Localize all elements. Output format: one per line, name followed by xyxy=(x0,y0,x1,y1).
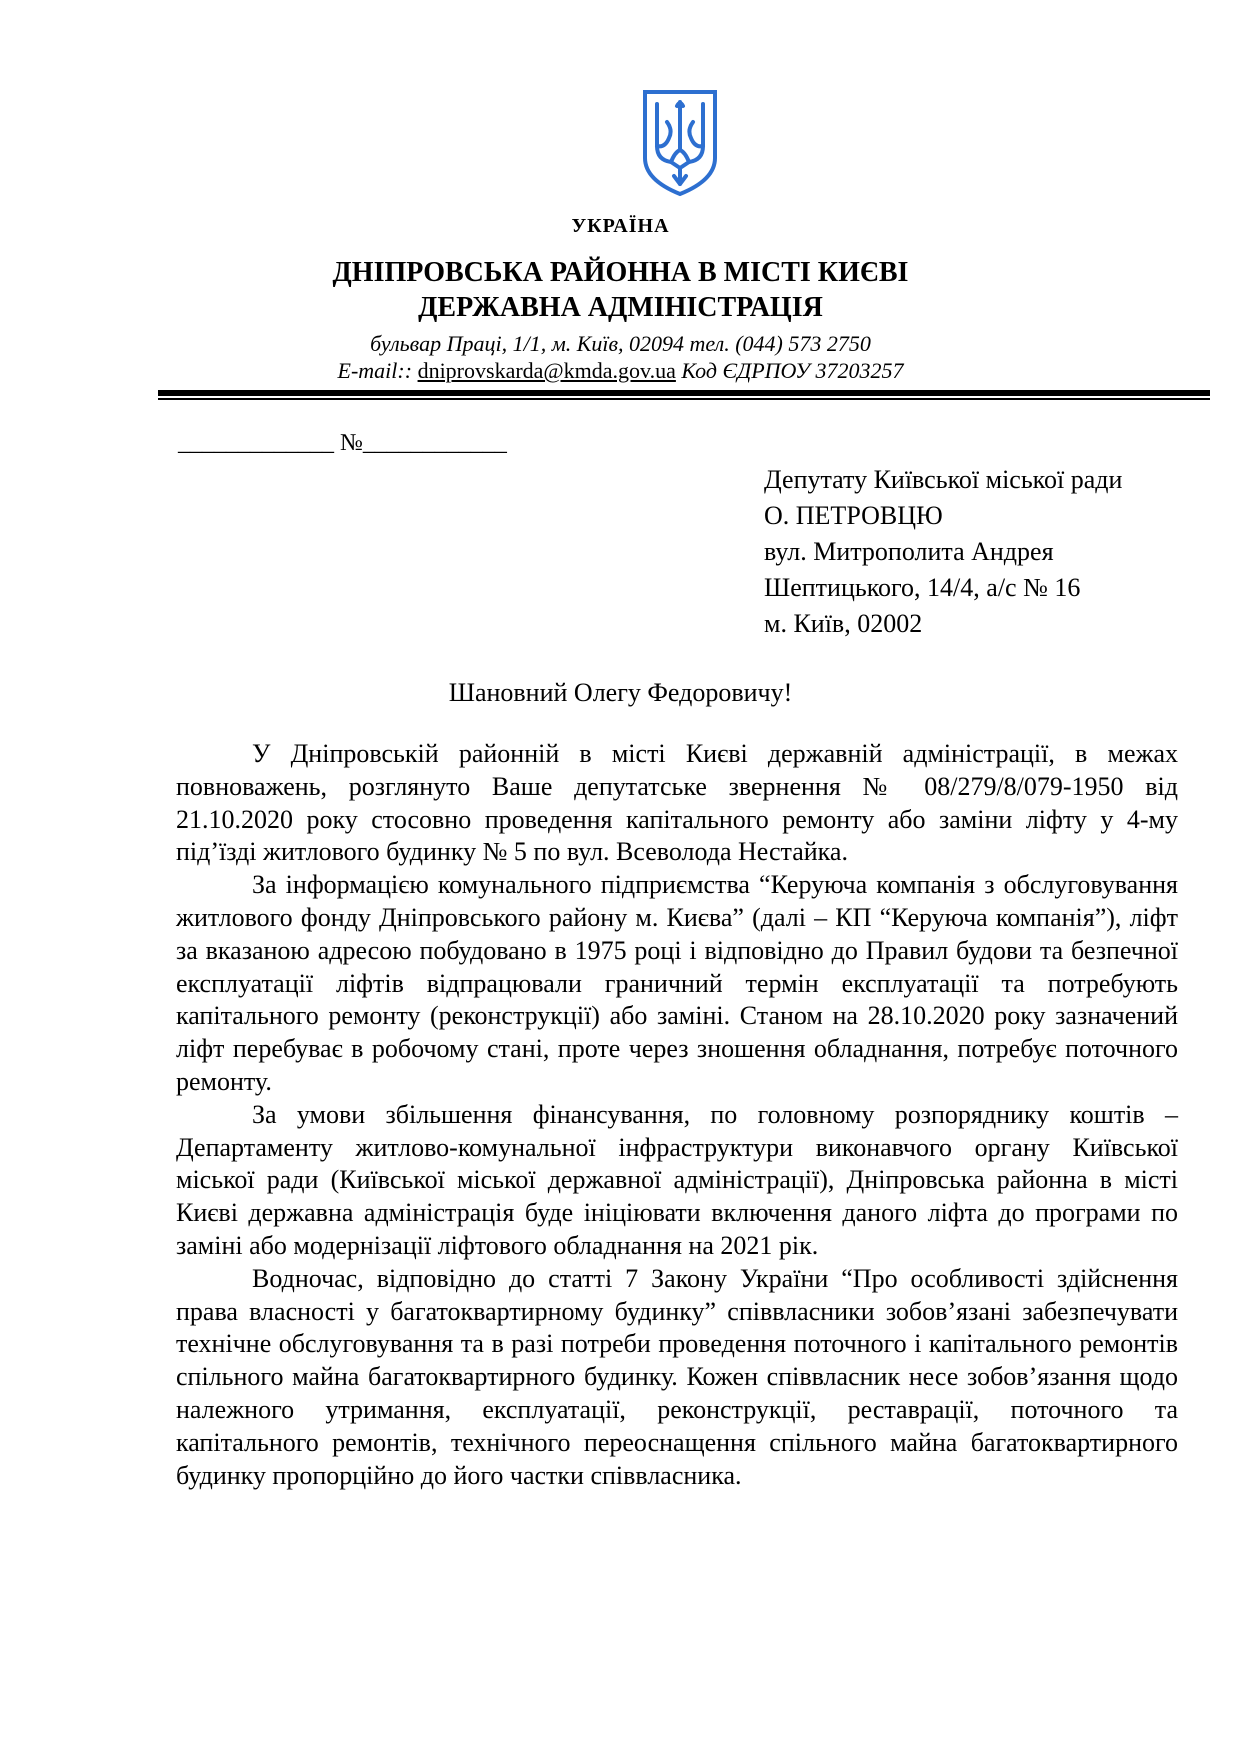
body-paragraph: Водночас, відповідно до статті 7 Закону України “Про особливості здійснення права власності у багатоквартирному будинку” співвласники зобов’язані забезпечувати технічне обслуговування та в разі потреби проведення поточного і капітального ремонтів спільного майна багатоквартирного будинку. Кожен співвласник несе зобов’язання щодо належного утримання, експлуатації, реконструкції, реставрації, поточного та капітального ремонтів, технічного переоснащення спільного майна багатоквартирного будинку пропорційно до його частки співвласника. xyxy=(176,1263,1178,1490)
contact-line xyxy=(0,358,1241,384)
salutation: Шановний Олегу Федоровичу! xyxy=(448,678,793,707)
registration-number-line: _____________ №____________ xyxy=(178,430,507,456)
recipient-block xyxy=(764,462,1122,642)
header-divider-thick xyxy=(158,390,1210,396)
letter-body xyxy=(176,738,1178,1492)
email-link[interactable]: dniprovskarda@kmda.gov.ua xyxy=(417,358,676,383)
recipient-line: м. Київ, 02002 xyxy=(764,609,923,638)
organization-name-line2: ДЕРЖАВНА АДМІНІСТРАЦІЯ xyxy=(418,292,823,323)
country-name: УКРАЇНА xyxy=(571,215,670,237)
coat-of-arms-trident-icon xyxy=(641,88,719,198)
organization-address: бульвар Праці, 1/1, м. Київ, 02094 тел. (044) 573 2750 xyxy=(370,331,871,356)
body-paragraph: За інформацією комунального підприємства “Керуюча компанія з обслуговування житлового фонду Дніпровського району м. Києва” (далі – КП “Керуюча компанія”), ліфт за вказаною адресою побудовано в 1975 році і відповідно до Правил будови та безпечної експлуатації ліфтів відпрацювали граничний термін експлуатації та потребують капітального ремонту (реконструкції) або заміні. Станом на 28.10.2020 року зазначений ліфт перебуває в робочому стані, проте через зношення обладнання, потребує поточного ремонту. xyxy=(176,870,1178,1096)
recipient-line: Шептицького, 14/4, а/с № 16 xyxy=(764,573,1081,602)
header-divider-thin xyxy=(158,398,1210,400)
body-paragraph: За умови збільшення фінансування, по головному розпоряднику коштів – Департаменту житлово-комунальної інфраструктури виконавчого органу Київської міської ради (Київської міської державної адміністрації), Дніпровська районна в місті Києві державна адміністрація буде ініціювати включення даного ліфта до програми по заміні або модернізації ліфтового обладнання на 2021 рік. xyxy=(176,1099,1178,1260)
organization-name-line1: ДНІПРОВСЬКА РАЙОННА В МІСТІ КИЄВІ xyxy=(332,257,909,288)
recipient-line: Депутату Київської міської ради xyxy=(764,465,1123,494)
recipient-line: вул. Митрополита Андрея xyxy=(764,537,1054,566)
email-label: E-mail:: xyxy=(337,358,413,383)
body-paragraph: У Дніпровській районній в місті Києві державній адміністрації, в межах повноважень, розглянуто Ваше депутатське звернення № 08/279/8/079-1950 від 21.10.2020 року стосовно проведення капітального ремонту або заміни ліфту у 4-му під’їзді житлового будинку № 5 по вул. Всеволода Нестайка. xyxy=(176,739,1178,867)
recipient-line: О. ПЕТРОВЦЮ xyxy=(764,501,943,530)
edrpou-code: Код ЄДРПОУ 37203257 xyxy=(681,358,904,383)
